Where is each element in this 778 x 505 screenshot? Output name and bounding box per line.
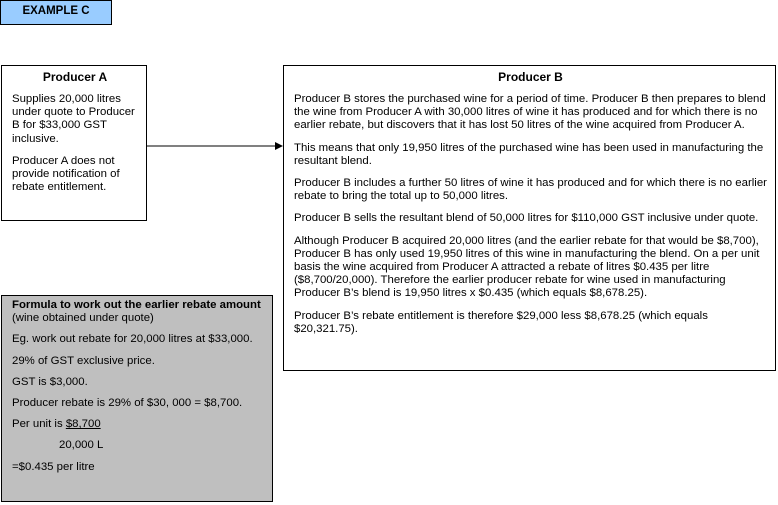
per-unit-denominator: 20,000 L <box>59 439 104 452</box>
producer-a-notification-text: Producer A does not provide notification of rebate entitlement. <box>12 154 120 194</box>
per-unit-line <box>12 418 264 431</box>
formula-line: GST is $3,000. <box>12 375 88 388</box>
formula-line: Eg. work out rebate for 20,000 litres at $33,000. <box>12 333 253 346</box>
formula-heading-note: (wine obtained under quote) <box>12 312 154 325</box>
formula-line: Producer rebate is 29% of $30, 000 = $8,700. <box>12 397 243 410</box>
producer-b-paragraph: Although Producer B acquired 20,000 litres (and the earlier rebate for that would be $8,700), Producer B has only used 19,950 litres of this wine in manufacturing the blend. On a per unit basis the wine acquired from Producer A attracted a rebate of litres $0.435 per litre ($8,700/20,000). Therefore the earlier producer rebate for wine used in manufacturing Producer B’s blend is 19,950 litres x $0.435 (which equals $8,678.25). <box>294 234 760 300</box>
per-unit-prefix: Per unit is <box>12 418 66 431</box>
arrow-head <box>275 142 283 150</box>
producer-b-paragraph: Producer B’s rebate entitlement is therefore $29,000 less $8,678.25 (which equals $20,321.75). <box>294 309 708 335</box>
formula-box <box>1 295 273 502</box>
formula-line: 29% of GST exclusive price. <box>12 354 155 367</box>
producer-a-box <box>1 65 147 221</box>
producer-b-paragraph: Producer B sells the resultant blend of 50,000 litres for $110,000 GST inclusive under quote. <box>294 212 759 225</box>
producer-a-heading: Producer A <box>42 70 108 84</box>
example-title: EXAMPLE C <box>0 0 112 25</box>
producer-b-heading: Producer B <box>498 70 563 84</box>
formula-heading <box>12 299 264 325</box>
formula-heading-bold: Formula to work out the earlier rebate amount <box>12 299 261 311</box>
per-unit-result: =$0.435 per litre <box>12 460 95 473</box>
producer-b-paragraph: Producer B includes a further 50 litres of wine it has produced and for which there is no earlier rebate to bring the total up to 50,000 litres. <box>294 177 767 203</box>
producer-b-paragraph: Producer B stores the purchased wine for a period of time. Producer B then prepares to blend the wine from Producer A with 30,000 litres of wine it has produced and for which there is no earlier rebate, but discovers that it has lost 50 litres of the wine acquired from Producer A. <box>294 93 766 132</box>
producer-b-paragraph: This means that only 19,950 litres of the purchased wine has been used in manufacturing the resultant blend. <box>294 141 764 167</box>
per-unit-numerator: $8,700 <box>65 418 101 431</box>
producer-b-box <box>283 65 776 371</box>
flow-arrow <box>147 140 285 152</box>
producer-a-supply-text: Supplies 20,000 litres under quote to Producer B for $33,000 GST inclusive. <box>12 93 135 145</box>
